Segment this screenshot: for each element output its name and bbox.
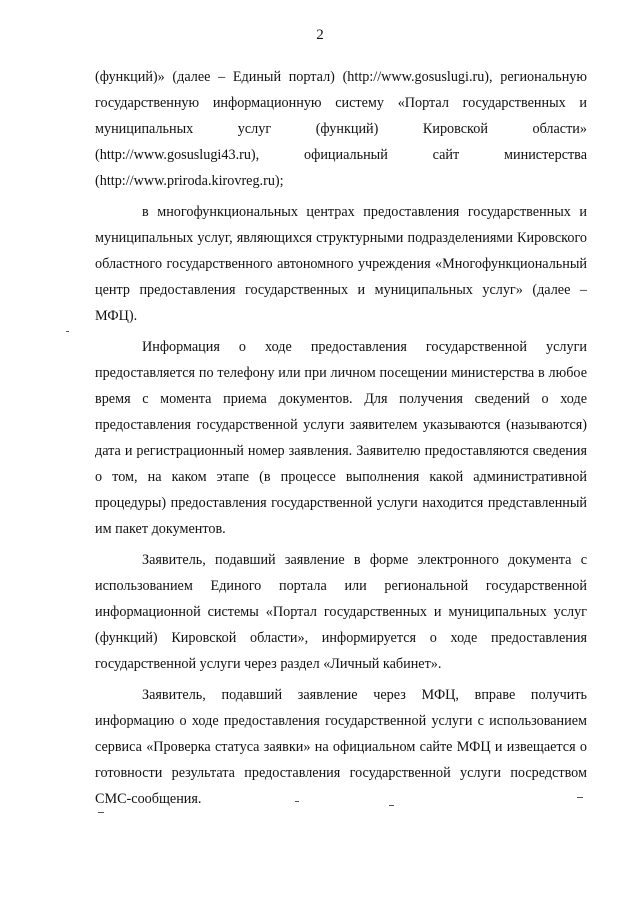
paragraph-4: Заявитель, подавший заявление в форме электронного документа с использованием Единого портала или региональной государственной информационной системы «Портал государственных и муниципальных услуг (функций) Кировской области», информируется о ходе предоставления государственной услуги через раздел «Личный кабинет». — [95, 552, 587, 672]
scan-mark — [577, 797, 583, 798]
paragraph-2: в многофункциональных центрах предоставления государственных и муниципальных услуг, являющихся структурными подразделениями Кировского областного государственного автономного учреждения «Многофункциональный центр предоставления государственных и муниципальных услуг» (далее – МФЦ). — [95, 204, 587, 324]
paragraph-1: (функций)» (далее – Единый портал) (http://www.gosuslugi.ru), региональную государственную информационную систему «Портал государственных и муниципальных услуг (функций) Кировской области» (http://www.gosuslugi43.ru), официальный сайт министерства (http://www.priroda.kirovreg.ru); — [95, 69, 587, 189]
scan-mark — [66, 331, 69, 332]
paragraph-5: Заявитель, подавший заявление через МФЦ, вправе получить информацию о ходе предоставления государственной услуги с использованием сервиса «Проверка статуса заявки» на официальном сайте МФЦ и извещается о готовности результата предоставления государственной услуги посредством СМС-сообщения. — [95, 687, 587, 807]
page-number: 2 — [316, 27, 324, 43]
paragraph-3: Информация о ходе предоставления государственной услуги предоставляется по телефону или при личном посещении министерства в любое время с момента приема документов. Для получения сведений о ходе предоставления государственной услуги заявителем указываются (называются) дата и регистрационный номер заявления. Заявителю предоставляются сведения о том, на каком этапе (в процессе выполнения какой административной процедуры) предоставления государственной услуги находится представленный им пакет документов. — [95, 339, 587, 537]
scan-mark — [295, 801, 299, 802]
scan-mark — [98, 812, 104, 813]
document-body — [95, 64, 587, 812]
scan-mark — [389, 805, 394, 806]
